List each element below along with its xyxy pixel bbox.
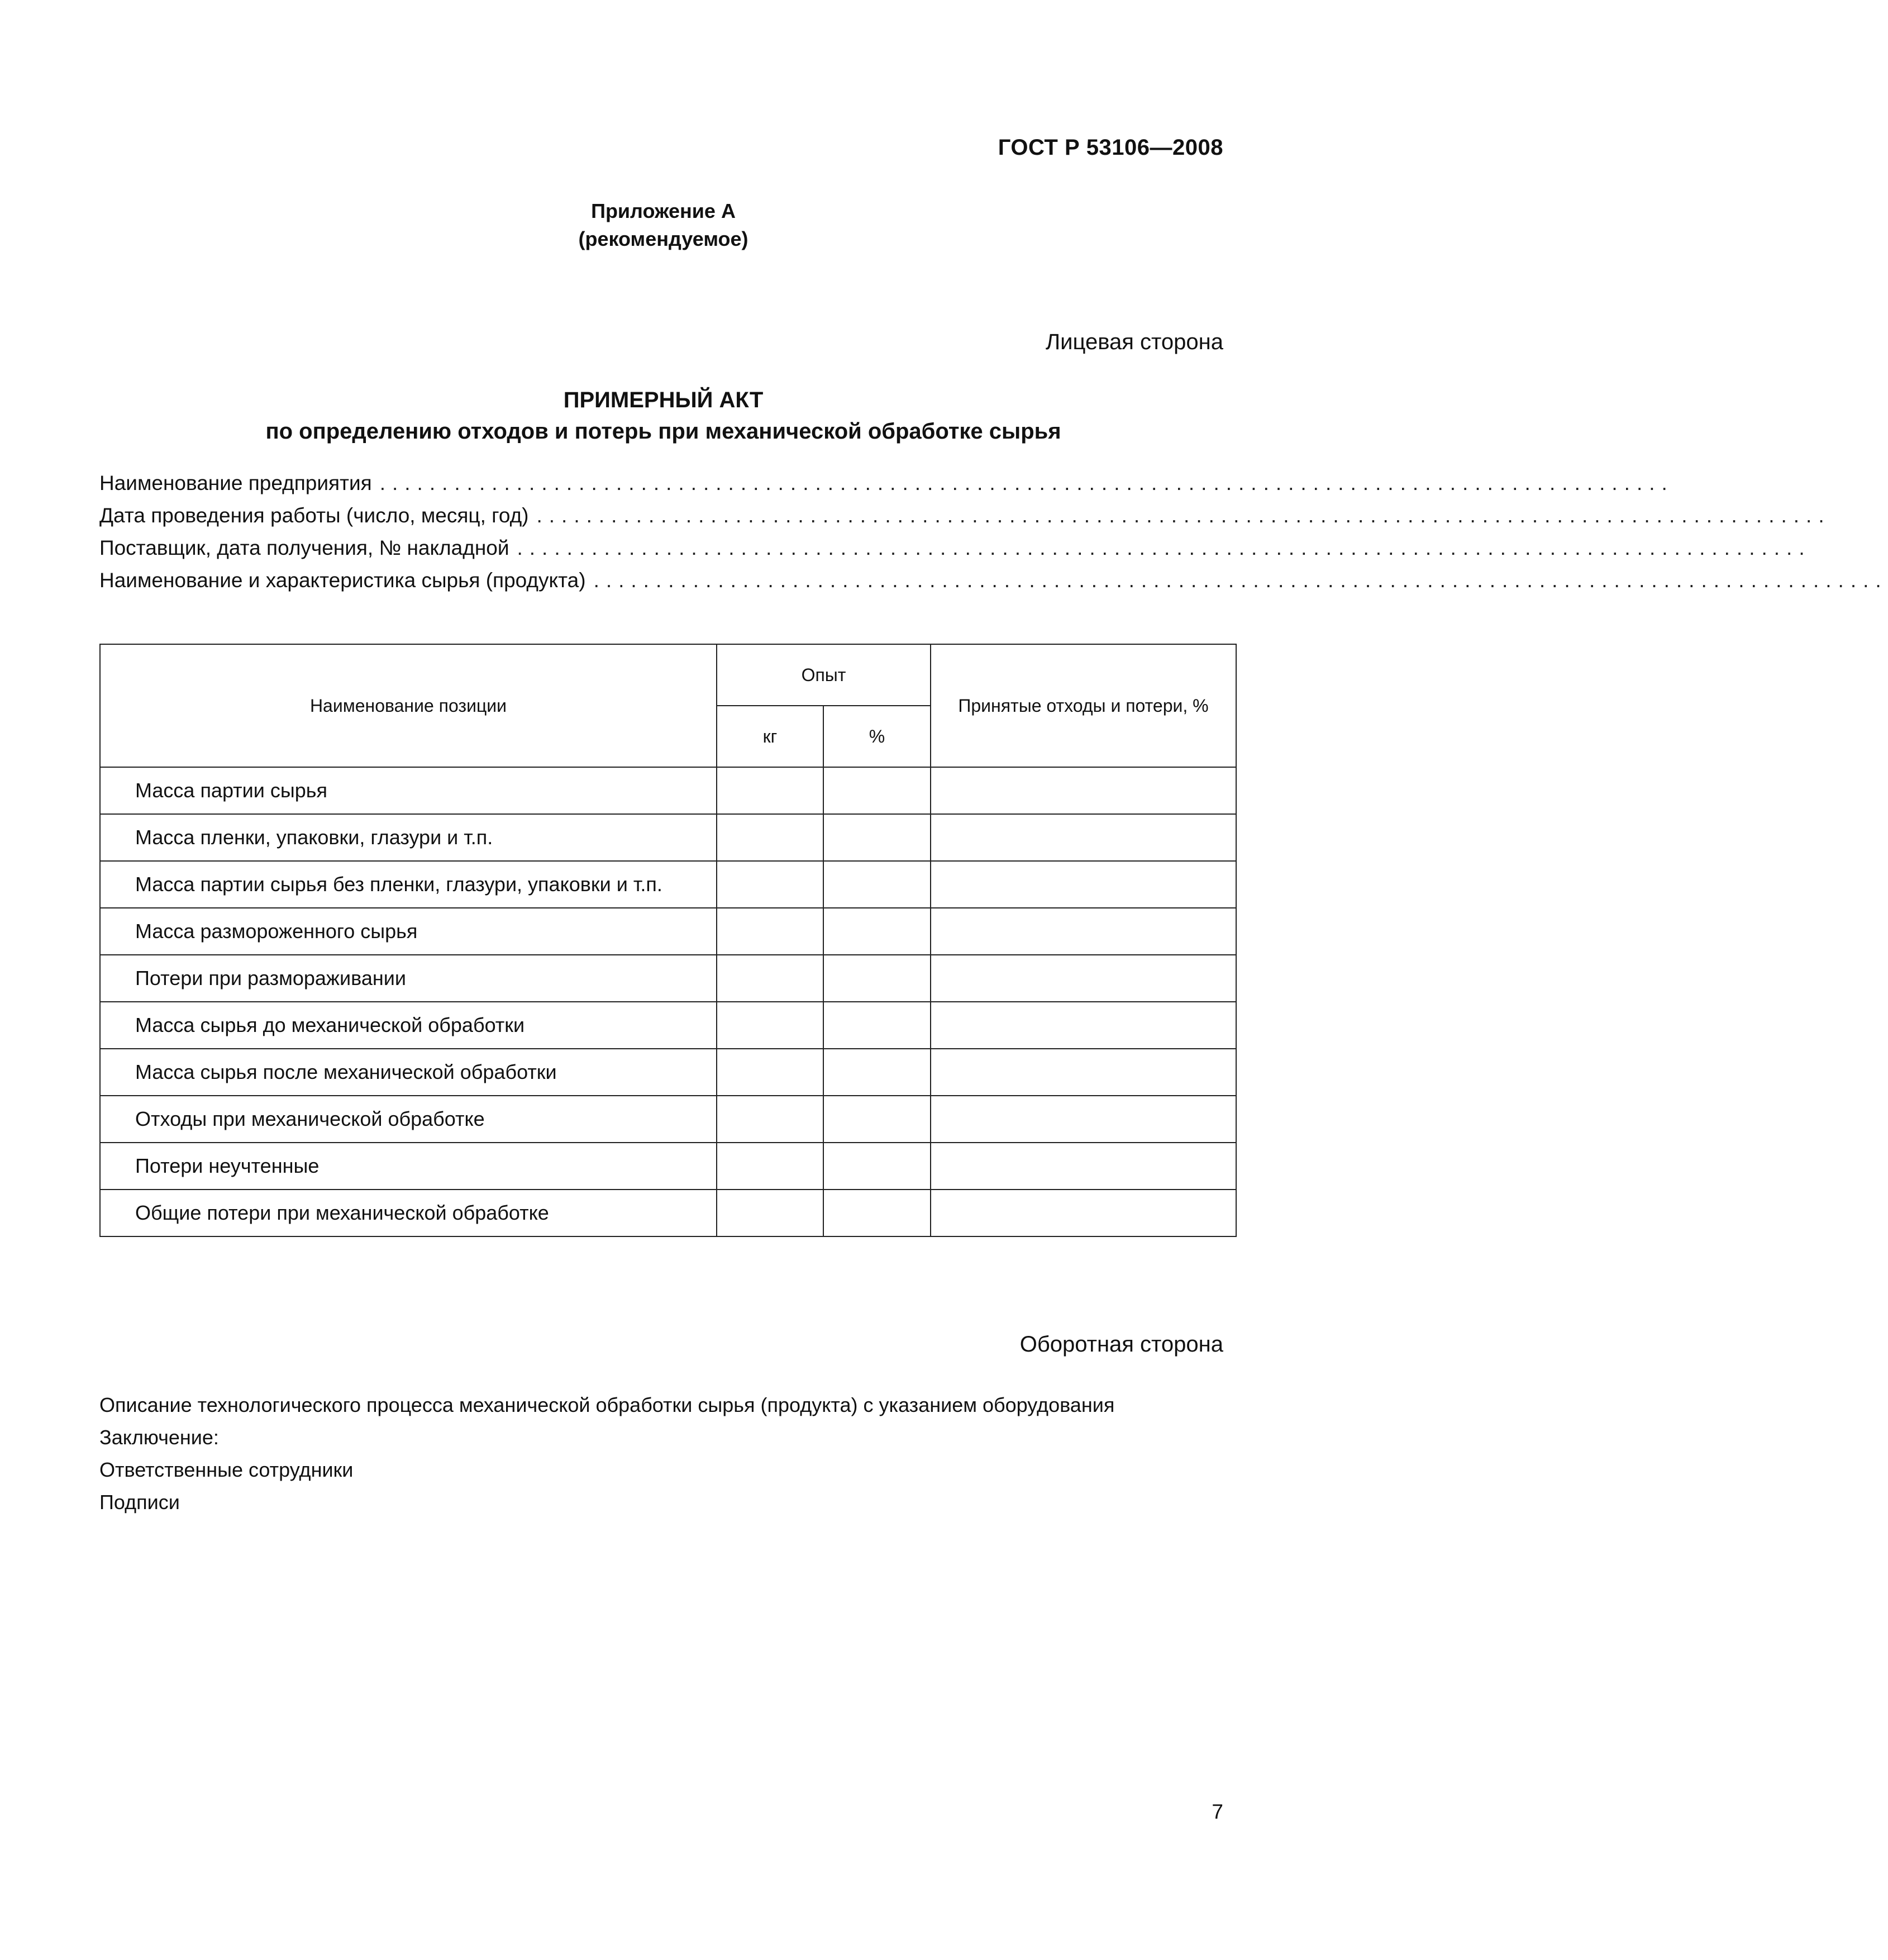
act-subtitle: по определению отходов и потерь при механической обработке сырья — [265, 419, 1061, 444]
cell-kg — [717, 1190, 823, 1236]
row-name: Масса сырья до механической обработки — [100, 1002, 717, 1049]
row-name: Потери неучтенные — [100, 1143, 717, 1190]
responsible-staff-label: Ответственные сотрудники — [99, 1458, 354, 1481]
annex-title: Приложение А — [591, 199, 736, 222]
cell-kg — [717, 1002, 823, 1049]
annex-subtitle: (рекомендуемое) — [578, 227, 748, 250]
field-raw-material — [99, 569, 1888, 601]
field-label: Поставщик, дата получения, № накладной — [99, 536, 509, 559]
field-label: Наименование и характеристика сырья (продукта) — [99, 569, 586, 592]
header-accepted-losses: Принятые отходы и потери, % — [931, 644, 1236, 767]
table-row — [100, 1096, 1236, 1143]
field-date — [99, 504, 1831, 536]
form-fields — [99, 472, 1888, 601]
table-row — [100, 814, 1236, 861]
row-name: Общие потери при механической обработке — [100, 1190, 717, 1236]
cell-percent — [823, 1190, 931, 1236]
cell-percent — [823, 1096, 931, 1143]
table-row — [100, 1049, 1236, 1096]
process-description: Описание технологического процесса механической обработки сырья (продукта) с указанием оборудования — [99, 1393, 1115, 1416]
back-side-content — [99, 1389, 1114, 1519]
table-row — [100, 767, 1236, 814]
cell-accepted — [931, 908, 1236, 955]
header-percent: % — [823, 706, 931, 767]
cell-accepted — [931, 814, 1236, 861]
fill-line: ........................................................................................................ — [593, 569, 1888, 592]
act-table — [99, 644, 1237, 1237]
cell-percent — [823, 1049, 931, 1096]
table-row — [100, 1143, 1236, 1190]
cell-accepted — [931, 1143, 1236, 1190]
row-name: Масса размороженного сырья — [100, 908, 717, 955]
back-side-label: Оборотная сторона — [1019, 1332, 1223, 1357]
cell-kg — [717, 1096, 823, 1143]
signatures-label: Подписи — [99, 1491, 180, 1514]
header-experiment: Опыт — [717, 644, 931, 706]
fill-line: ........................................................................................................ — [517, 536, 1811, 559]
cell-kg — [717, 1143, 823, 1190]
header-kg: кг — [717, 706, 823, 767]
act-title: ПРИМЕРНЫЙ АКТ — [563, 388, 764, 412]
cell-accepted — [931, 861, 1236, 908]
field-enterprise — [99, 472, 1674, 504]
row-name: Масса партии сырья без пленки, глазури, упаковки и т.п. — [100, 861, 717, 908]
cell-accepted — [931, 1002, 1236, 1049]
cell-accepted — [931, 1190, 1236, 1236]
cell-kg — [717, 908, 823, 955]
standard-number: ГОСТ Р 53106—2008 — [998, 135, 1223, 160]
cell-percent — [823, 955, 931, 1002]
cell-kg — [717, 814, 823, 861]
fill-line: ........................................................................................................ — [536, 504, 1831, 527]
cell-kg — [717, 1049, 823, 1096]
cell-percent — [823, 908, 931, 955]
table-row — [100, 955, 1236, 1002]
cell-kg — [717, 955, 823, 1002]
row-name: Масса сырья после механической обработки — [100, 1049, 717, 1096]
page-number: 7 — [1212, 1800, 1223, 1823]
fill-line: ........................................................................................................ — [379, 472, 1674, 494]
cell-kg — [717, 767, 823, 814]
cell-kg — [717, 861, 823, 908]
cell-accepted — [931, 1049, 1236, 1096]
conclusion-label: Заключение: — [99, 1426, 219, 1449]
field-supplier — [99, 536, 1811, 569]
field-label: Наименование предприятия — [99, 472, 372, 494]
row-name: Отходы при механической обработке — [100, 1096, 717, 1143]
cell-accepted — [931, 767, 1236, 814]
table-row — [100, 908, 1236, 955]
row-name: Масса пленки, упаковки, глазури и т.п. — [100, 814, 717, 861]
cell-percent — [823, 814, 931, 861]
row-name: Потери при размораживании — [100, 955, 717, 1002]
cell-accepted — [931, 955, 1236, 1002]
header-position-name: Наименование позиции — [100, 644, 717, 767]
table-row — [100, 1002, 1236, 1049]
cell-percent — [823, 861, 931, 908]
field-label: Дата проведения работы (число, месяц, год) — [99, 504, 529, 527]
front-side-label: Лицевая сторона — [1045, 330, 1223, 354]
cell-percent — [823, 1002, 931, 1049]
cell-percent — [823, 767, 931, 814]
row-name: Масса партии сырья — [100, 767, 717, 814]
cell-accepted — [931, 1096, 1236, 1143]
table-row — [100, 861, 1236, 908]
table-row — [100, 1190, 1236, 1236]
cell-percent — [823, 1143, 931, 1190]
